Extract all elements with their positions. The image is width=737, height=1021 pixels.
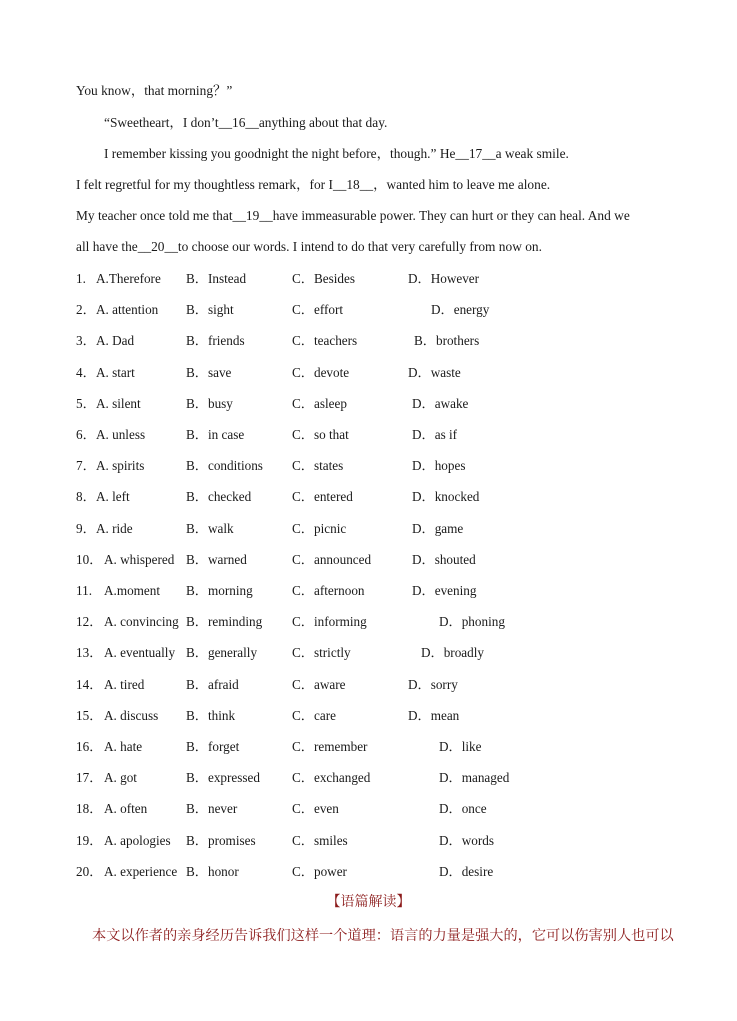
option-b: B．afraid — [186, 676, 239, 692]
option-c: C．announced — [292, 551, 372, 567]
option-c: C．states — [292, 458, 344, 474]
option-a: A. experience — [104, 863, 178, 879]
option-a: A. tired — [104, 676, 145, 692]
option-c: C．care — [292, 707, 336, 723]
option-d: D．desire — [439, 863, 494, 879]
option-d: D．mean — [408, 707, 460, 723]
option-b: B．walk — [186, 520, 234, 536]
option-d: D．managed — [439, 770, 510, 786]
option-d: D．phoning — [439, 614, 505, 630]
option-c: C．teachers — [292, 333, 358, 349]
option-c: C．Besides — [292, 271, 356, 286]
option-a: A. apologies — [104, 832, 171, 848]
option-d: D．game — [412, 520, 464, 536]
option-d: D．words — [439, 832, 494, 848]
option-a: A. left — [96, 489, 130, 505]
question-number: 16． — [76, 739, 103, 754]
question-number: 15． — [76, 707, 103, 723]
option-a: A. often — [104, 801, 148, 817]
option-d: D．However — [408, 271, 480, 286]
passage-line: My teacher once told me that__19__have immeasurable power. They can hurt or they can heal. And we — [76, 208, 630, 223]
option-a: A. Dad — [96, 333, 135, 349]
option-c: C．picnic — [292, 520, 347, 536]
option-c: C．entered — [292, 489, 353, 505]
option-b: B．warned — [186, 551, 247, 567]
option-d: D．like — [439, 739, 482, 754]
question-number: 1. — [76, 271, 86, 286]
passage-line: “Sweetheart，I don’t__16__anything about that day. — [104, 115, 388, 130]
option-b: B．reminding — [186, 614, 263, 630]
passage-line: all have the__20__to choose our words. I intend to do that very carefully from now on. — [76, 239, 542, 254]
option-b: B．promises — [186, 832, 256, 848]
question-number: 12． — [76, 614, 103, 630]
option-b: B．think — [186, 707, 236, 723]
option-d: D．once — [439, 801, 487, 817]
option-c: C．smiles — [292, 832, 348, 848]
option-a: A. hate — [104, 739, 143, 754]
option-d: D．awake — [412, 395, 469, 411]
option-b: B．sight — [186, 302, 234, 318]
question-number: 3． — [76, 333, 96, 349]
option-b: B．Instead — [186, 271, 247, 286]
option-c: C．exchanged — [292, 770, 371, 786]
option-a: A. discuss — [104, 707, 159, 723]
question-number: 13． — [76, 645, 103, 661]
question-number: 6． — [76, 427, 96, 442]
option-b: B．checked — [186, 489, 252, 505]
question-number: 17． — [76, 770, 103, 786]
question-number: 14． — [76, 676, 103, 692]
option-c: C．asleep — [292, 395, 347, 411]
option-c: C．remember — [292, 739, 368, 754]
passage-line: You know，that morning？” — [76, 83, 233, 98]
option-c: C．even — [292, 801, 339, 817]
option-d: B．brothers — [414, 333, 480, 349]
option-d: D．energy — [431, 302, 490, 318]
question-number: 7． — [76, 458, 96, 474]
option-b: B．honor — [186, 863, 239, 879]
option-a: A. unless — [96, 427, 146, 442]
option-b: B．friends — [186, 333, 245, 349]
option-a: A.moment — [104, 583, 161, 598]
question-number: 4． — [76, 364, 96, 380]
option-c: C．effort — [292, 302, 344, 318]
option-d: D．broadly — [421, 645, 484, 661]
option-d: D．hopes — [412, 458, 466, 474]
option-a: A. got — [104, 770, 137, 786]
option-b: B．forget — [186, 739, 240, 754]
analysis-text: 本文以作者的亲身经历告诉我们这样一个道理：语言的力量是强大的，它可以伤害别人也可以 — [92, 928, 674, 944]
option-d: D．shouted — [412, 551, 476, 567]
option-a: A. convincing — [104, 614, 179, 630]
option-d: D．waste — [408, 364, 461, 380]
option-a: A.Therefore — [96, 271, 161, 286]
question-number: 8． — [76, 489, 96, 505]
option-a: A. attention — [96, 302, 159, 318]
question-number: 20． — [76, 863, 103, 879]
option-c: C．informing — [292, 614, 367, 630]
option-d: D．knocked — [412, 489, 480, 505]
option-c: C．strictly — [292, 645, 351, 661]
option-a: A. eventually — [104, 645, 176, 661]
question-number: 18． — [76, 801, 103, 817]
option-b: B．busy — [186, 395, 233, 411]
question-number: 19． — [76, 832, 103, 848]
option-c: C．devote — [292, 364, 350, 380]
option-a: A. whispered — [104, 551, 175, 567]
option-b: B．conditions — [186, 458, 263, 474]
option-d: D．evening — [412, 583, 477, 598]
option-c: C．afternoon — [292, 583, 365, 598]
option-b: B．generally — [186, 645, 258, 661]
option-b: B．expressed — [186, 770, 260, 786]
question-number: 9． — [76, 520, 96, 536]
option-a: A. start — [96, 364, 135, 380]
question-number: 2． — [76, 302, 96, 318]
option-c: C．power — [292, 863, 347, 879]
option-c: C．aware — [292, 676, 346, 692]
passage-line: I felt regretful for my thoughtless remark，for I__18__，wanted him to leave me alone. — [76, 177, 551, 192]
option-a: A. spirits — [96, 458, 145, 474]
option-b: B．save — [186, 364, 232, 380]
option-b: B．in case — [186, 427, 245, 442]
option-b: B．never — [186, 801, 238, 817]
question-number: 5． — [76, 395, 96, 411]
passage-line: I remember kissing you goodnight the night before，though.” He__17__a weak smile. — [104, 146, 569, 161]
analysis-heading: 【语篇解读】 — [326, 894, 411, 910]
option-d: D．sorry — [408, 676, 458, 692]
option-b: B．morning — [186, 583, 253, 598]
option-d: D．as if — [412, 427, 458, 442]
option-a: A. ride — [96, 520, 133, 536]
question-number: 11. — [76, 583, 92, 598]
question-number: 10． — [76, 551, 103, 567]
option-c: C．so that — [292, 427, 349, 442]
option-a: A. silent — [96, 395, 141, 411]
